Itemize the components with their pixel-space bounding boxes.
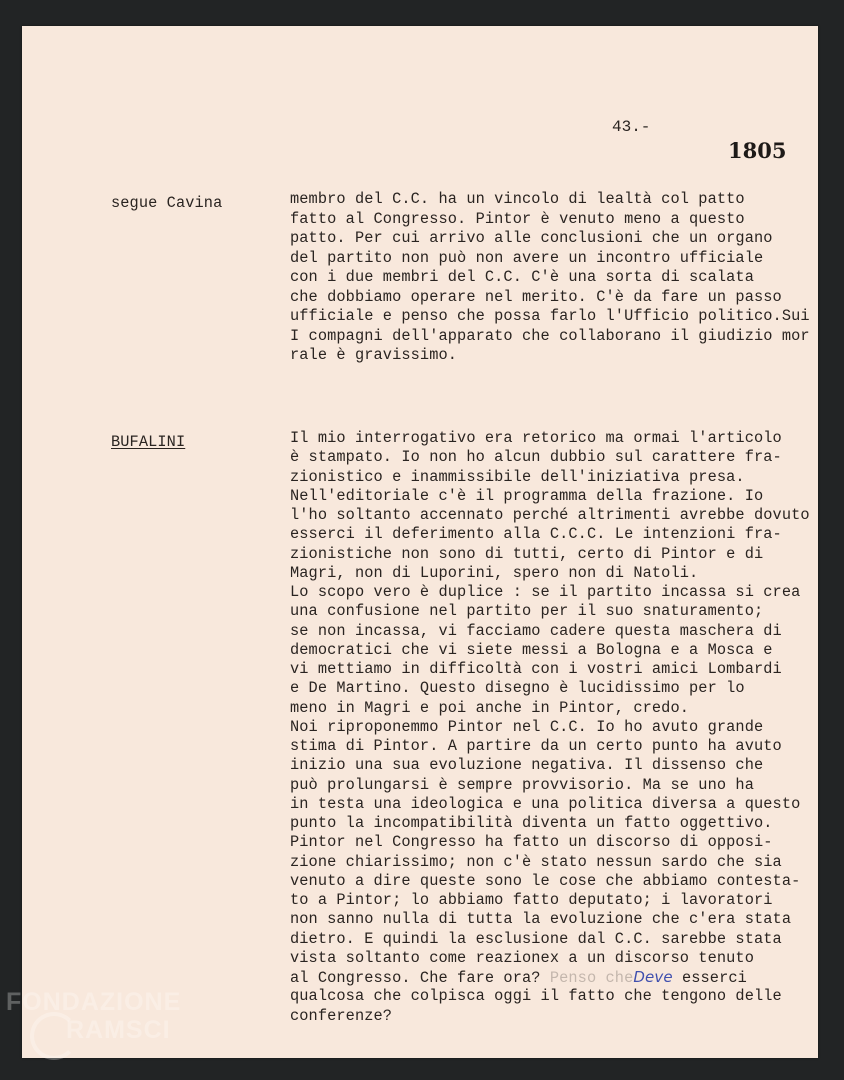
text-line: Il mio interrogativo era retorico ma ormai l'articolo <box>290 429 782 447</box>
speech-block-cavina <box>290 190 830 366</box>
text-line: dietro. E quindi la esclusione dal C.C. sarebbe stata <box>290 929 782 948</box>
text-line: inizio una sua evoluzione negativa. Il dissenso che <box>290 756 764 775</box>
speaker-label-cavina: segue Cavina <box>111 194 223 212</box>
text-line: Nell'editoriale c'è il programma della frazione. Io <box>290 486 764 505</box>
text-line: esserci il deferimento alla C.C.C. Le intenzioni fra- <box>290 525 782 544</box>
text-line: una confusione nel partito per il suo snaturamento; <box>290 602 764 621</box>
text-line: in testa una ideologica e una politica diversa a questo <box>290 794 801 813</box>
handwritten-correction: Deve <box>633 968 673 986</box>
text-line: rale è gravissimo. <box>290 346 458 364</box>
line-start: al Congresso. Che fare ora? <box>290 969 550 987</box>
text-line: vista soltanto come reazionex a un discorso tenuto <box>290 948 754 967</box>
watermark-line-2: RAMSCI <box>66 1016 171 1044</box>
text-line: Noi riproponemmo Pintor nel C.C. Io ho avuto grande <box>290 717 764 736</box>
text-line: e De Martino. Questo disegno è lucidissimo per lo <box>290 679 745 698</box>
text-line: punto la incompatibilità diventa un fatto oggettivo. <box>290 814 773 832</box>
text-line: Lo scopo vero è duplice : se il partito incassa si crea <box>290 583 801 601</box>
text-line: ufficiale e penso che possa farlo l'Ufficio politico.Sui <box>290 307 810 325</box>
text-line: zione chiarissimo; non c'è stato nessun sardo che sia <box>290 852 782 871</box>
speech-block-bufalini <box>290 429 830 1026</box>
text-line: non sanno nulla di tutta la evoluzione che c'era stata <box>290 910 792 929</box>
text-line-with-correction <box>290 968 830 987</box>
text-line: con i due membri del C.C. C'è una sorta di scalata <box>290 268 754 286</box>
text-line: se non incassa, vi facciamo cadere questa maschera di <box>290 621 782 640</box>
text-line: Pintor nel Congresso ha fatto un discorso di opposi- <box>290 833 773 852</box>
text-line: che dobbiamo operare nel merito. C'è da fare un passo <box>290 287 782 306</box>
watermark-line-1: FONDAZIONE <box>6 988 182 1016</box>
text-line: fatto al Congresso. Pintor è venuto meno a questo <box>290 209 745 228</box>
document-page <box>22 26 818 1058</box>
line-end: esserci <box>672 969 747 987</box>
text-line: zionistiche non sono di tutti, certo di Pintor e di <box>290 544 764 563</box>
text-line: Magri, non di Luporini, spero non di Natoli. <box>290 563 699 582</box>
text-line: è stampato. Io non ho alcun dubbio sul carattere fra- <box>290 448 782 467</box>
text-line: stima di Pintor. A partire da un certo punto ha avuto <box>290 737 782 755</box>
text-line: qualcosa che colpisca oggi il fatto che tengono delle <box>290 987 782 1006</box>
text-line: patto. Per cui arrivo alle conclusioni che un organo <box>290 229 773 247</box>
text-line: meno in Magri e poi anche in Pintor, credo. <box>290 698 690 717</box>
text-line: l'ho soltanto accennato perché altrimenti avrebbe dovuto <box>290 506 810 524</box>
text-line: conferenze? <box>290 1006 393 1025</box>
speaker-label-bufalini: BUFALINI <box>111 433 186 451</box>
text-line: I compagni dell'apparato che collaborano il giudizio mor <box>290 326 810 345</box>
text-line: zionistico e inammissibile dell'iniziativa presa. <box>290 467 745 486</box>
struck-text: Penso che <box>549 969 634 987</box>
archive-number: 1805 <box>728 138 787 163</box>
text-line: vi mettiamo in difficoltà con i vostri amici Lombardi <box>290 660 782 678</box>
text-line: del partito non può non avere un incontro ufficiale <box>290 248 764 267</box>
page-number: 43.- <box>612 118 651 136</box>
text-line: membro del C.C. ha un vincolo di lealtà col patto <box>290 190 745 208</box>
text-line: to a Pintor; lo abbiamo fatto deputato; i lavoratori <box>290 891 773 909</box>
text-line: può prolungarsi è sempre provvisorio. Ma se uno ha <box>290 775 754 794</box>
text-line: democratici che vi siete messi a Bologna e a Mosca e <box>290 640 773 659</box>
text-line: venuto a dire queste sono le cose che abbiamo contesta- <box>290 871 801 890</box>
